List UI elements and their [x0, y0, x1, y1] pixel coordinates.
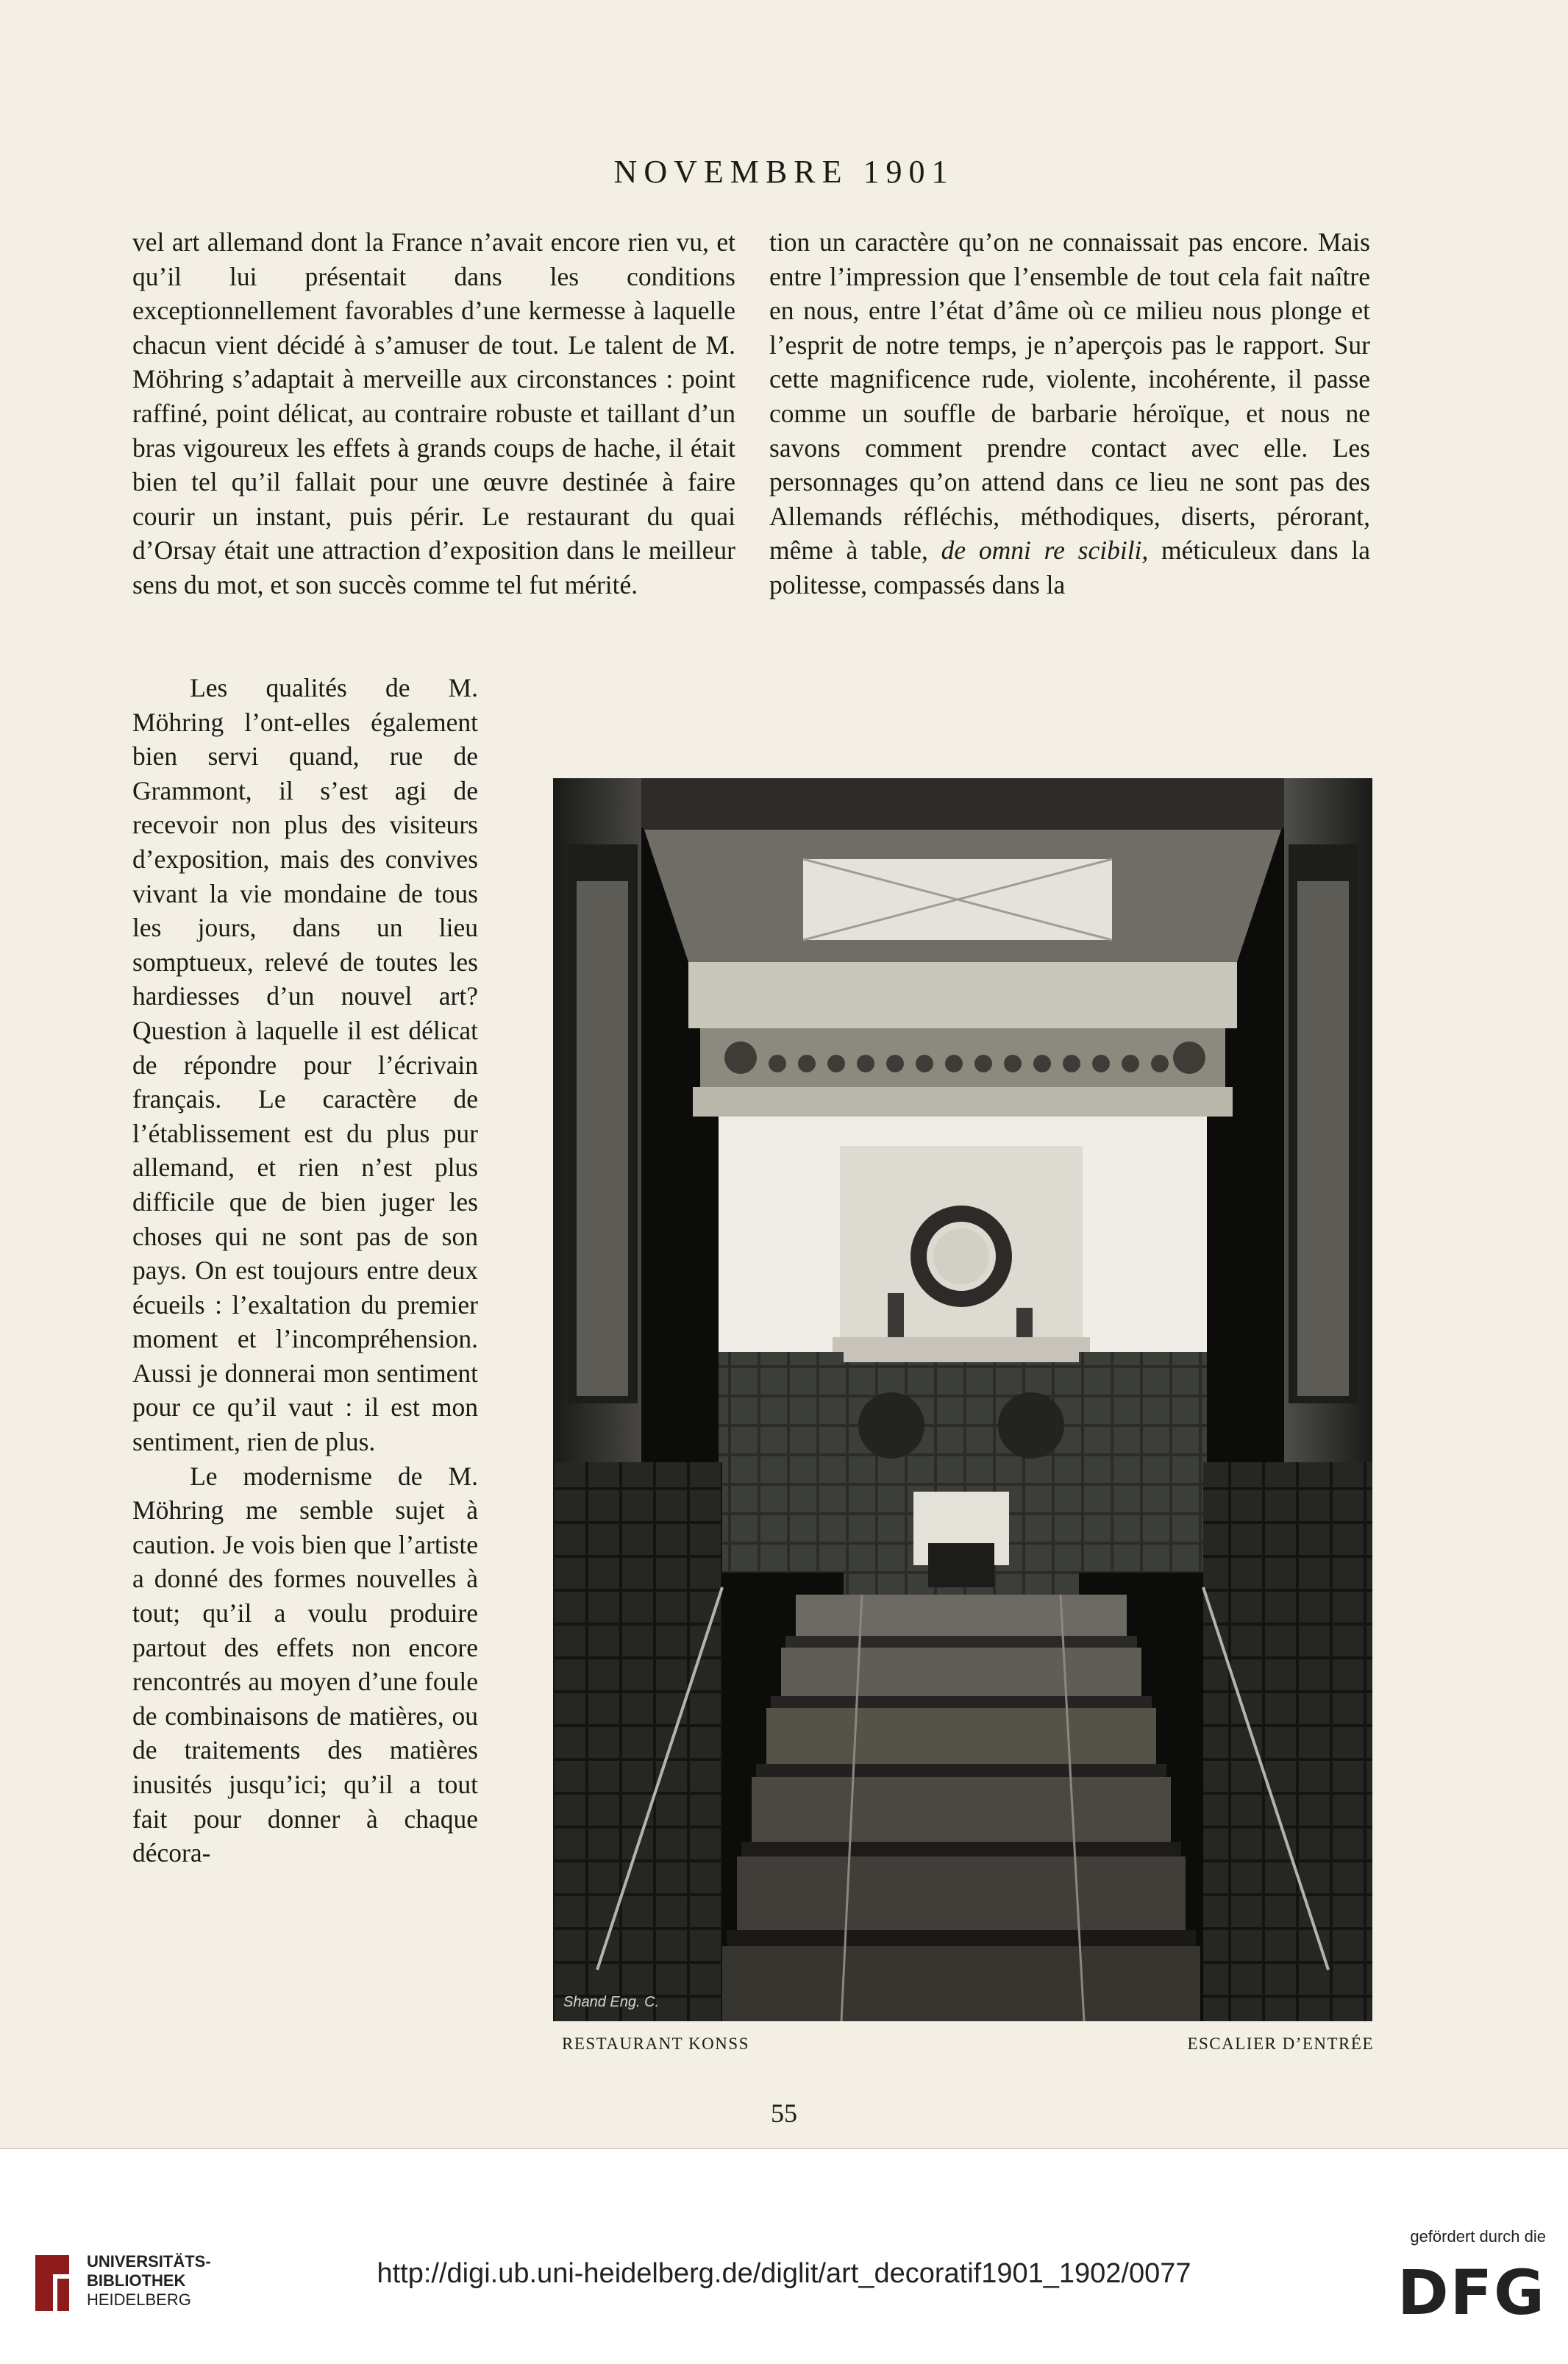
paragraph-text: méticuleux dans la politesse, compassés dans la [769, 535, 1370, 599]
digitization-footer [0, 2148, 1568, 2364]
left-column-top [132, 225, 735, 602]
paragraph-text: tion un caractère qu’on ne connaissait pas encore. Mais entre l’impression que l’ensemble de tout cela fait naître en nous, entre l’état d’âme où ce milieu nous plonge et l’esprit de notre temps, je n’aperçois pas le rapport. Sur cette magnificence rude, violente, incohérente, il passe comme un souffle de barbarie héroïque, et nous ne savons comment prendre contact avec elle. Les personnages qu’on attend dans ce lieu ne sont pas des Allemands réfléchis, méthodiques, diserts, pérorant, même à table, [769, 227, 1370, 566]
library-name-line: BIBLIOTHEK [87, 2271, 186, 2290]
caption-right: ESCALIER D’ENTRÉE [1187, 2034, 1374, 2053]
dfg-logo: DFG [1397, 2257, 1546, 2329]
paragraph [769, 225, 1370, 602]
running-head: NOVEMBRE 1901 [613, 154, 955, 190]
library-name-line: UNIVERSITÄTS- [87, 2252, 211, 2271]
library-name-line: HEIDELBERG [87, 2290, 191, 2309]
staircase-photograph [553, 778, 1372, 2021]
paragraph: vel art allemand dont la France n’avait encore rien vu, et qu’il lui présentait dans les conditions exceptionnellement favorables d’une kermesse à laquelle chacun vient décidé à s’amuser de tout. Le talent de M. Möhring s’adaptait à merveille aux circonstances : point raffiné, point délicat, au contraire robuste et taillant d’un bras vigoureux les effets à grands coups de hache, il était bien tel qu’il fallait pour une œuvre destinée à faire courir un instant, puis périr. Le restaurant du quai d’Orsay était une attraction d’exposition dans le meilleur sens du mot, et son succès comme tel fut mérité. [132, 227, 735, 599]
engraver-mark: Shand Eng. C. [563, 1994, 660, 2010]
caption-left: RESTAURANT KONSS [562, 2034, 749, 2053]
page-number: 55 [771, 2098, 797, 2128]
funding-note: gefördert durch die [1410, 2227, 1546, 2246]
paragraph: Les qualités de M. Möhring l’ont-elles également bien servi quand, rue de Grammont, il s’est agi de recevoir non plus des visiteurs d’exposition, mais des convives vivant la vie mondaine de tous les jours, dans un lieu somptueux, relevé de toutes les hardiesses d’un nouvel art? Question à laquelle il est délicat de répondre pour l’écrivain français. Le caractère de l’établissement est du plus pur allemand, et rien n’est plus difficile que de bien juger les choses qui ne sont pas de son pays. On est toujours entre deux écueils : l’exaltation du premier moment et l’incompréhension. Aussi je donnerai mon sentiment pour ce qu’il vaut : il est mon sentiment, rien de plus. [132, 673, 478, 1457]
right-column [769, 225, 1370, 602]
left-column-narrow [132, 671, 478, 1870]
paragraph: Le modernisme de M. Möhring me semble sujet à caution. Je vois bien que l’artiste a donné des formes nouvelles à tout; qu’il a voulu produire partout des effets non encore rencontrés au moyen d’une foule de combinaisons de matières, ou de traitements des matières inusités jusqu’ici; qu’il a tout fait pour donner à chaque décora- [132, 1461, 478, 1868]
latin-phrase: de omni re scibili, [941, 535, 1149, 566]
permalink-url[interactable]: http://digi.ub.uni-heidelberg.de/diglit/art_decoratif1901_1902/0077 [377, 2258, 1191, 2289]
